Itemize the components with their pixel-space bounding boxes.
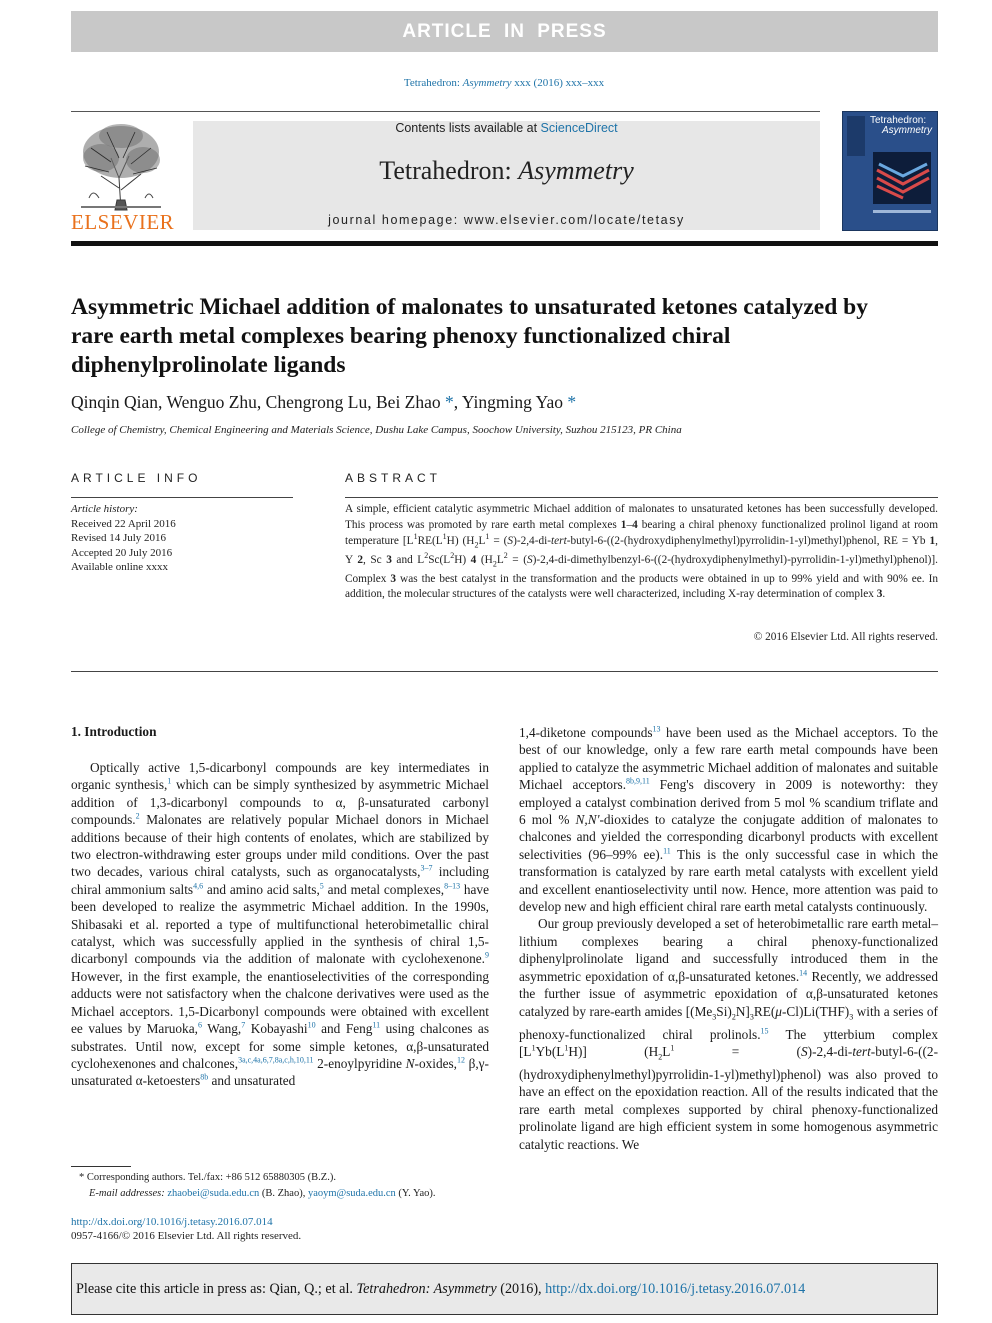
journal-cover-thumbnail[interactable] xyxy=(842,111,938,231)
article-in-press-banner: ARTICLE IN PRESS xyxy=(71,11,938,52)
abstract-heading: ABSTRACT xyxy=(345,471,442,485)
article-title: Asymmetric Michael addition of malonates to unsaturated ketones catalyzed by rare earth metal complexes bearing phenoxy functionalized chiral diphenylprolinolate ligands xyxy=(71,294,868,378)
doi-link[interactable]: http://dx.doi.org/10.1016/j.tetasy.2016.07.014 xyxy=(71,1216,273,1228)
author-sep: , xyxy=(158,392,167,412)
cover-title-line1: Tetrahedron: xyxy=(870,115,927,126)
footnote-star-icon: * xyxy=(79,1172,85,1183)
cite-year: (2016), xyxy=(496,1281,546,1297)
journal-homepage[interactable]: journal homepage: www.elsevier.com/locate/tetasy xyxy=(328,213,685,227)
cover-title-line2: Asymmetry xyxy=(882,125,932,136)
header-thick-rule xyxy=(71,241,938,246)
author-name[interactable]: Qinqin Qian xyxy=(71,392,159,412)
email-owner: (Y. Yao). xyxy=(395,1188,436,1199)
cite-journal: Tetrahedron: Asymmetry xyxy=(356,1281,497,1297)
revised-date: Revised 14 July 2016 xyxy=(71,532,167,544)
author-name[interactable]: Yingming Yao xyxy=(461,392,564,412)
email-label: E-mail addresses: xyxy=(89,1188,168,1199)
corresponding-note: Corresponding authors. Tel./fax: +86 512 65880305 (B.Z.). xyxy=(86,1172,336,1183)
author-name[interactable]: Wenguo Zhu xyxy=(166,392,257,412)
intro-column-right: 1,4-diketone compounds$^{13}$ have been used as the Michael acceptors. To the best of our knowledge, only a few rare earth metal compounds have been applied to catalyze the asymmetric Michael addition of malonates and suitable Michael acceptors.$^{8b,9,11}$ Feng's discovery in 2009 is noteworthy: they employed a catalyst combination derived from 5 mol % scandium triflate and 6 mol % N,N'-dioxides to catalyze the conjugate addition of malonates to chalcones and yielded the corresponding dicarbonyl products with excellent selectivities (96–99% ee).$^{11}$ This is the only successful case in which the transformation is catalyzed by rare earth metal catalysts with excellent yield and excellent enantioselectivity until now. Hence, more attention was paid to develop new and high efficient chiral rare earth metal catalysts continuously. Our group previously developed a set of heterobimetallic rare earth metal–lithium complexes bearing a chiral phenoxy-functionalized diphenylprolinolate ligand and successfully introduced them in the asymmetric epoxidation of α,β-unsaturated ketones.$^{14}$ Recently, we addressed the further issue of asymmetric epoxidation of α,β-unsaturated ketones catalyzed by rare-earth amides $[(Me_3Si)_2N]_3RE(\mu-Cl)Li(THF)_3$ with a series of phenoxy-functionalized chiral prolinols.$^{15}$ The ytterbium complex $[L^1Yb(L^1H)] (H_2L^1$ = (S)-2,4-di-tert-butyl-6-((2-(hydroxydiphenylmethyl)pyrrolidin-1-yl)methyl)phenol) was also proved to have an effect on the epoxidation reaction. All of the results indicated that the rare earth metal complexes supported by chiral phenoxy-functionalized prolinolate ligand are high efficient system in some homogenous asymmetric catalytic reactions. We xyxy=(519,724,938,1152)
cite-prefix: Please cite this article in press as: Qian, Q.; et al. xyxy=(76,1281,357,1297)
author-name[interactable]: Chengrong Lu xyxy=(265,392,368,412)
history-label: Article history: xyxy=(71,503,138,515)
accepted-date: Accepted 20 July 2016 xyxy=(71,546,173,559)
sciencedirect-link[interactable]: ScienceDirect xyxy=(540,121,618,135)
footnote-rule xyxy=(71,1166,131,1167)
article-info-rule xyxy=(71,497,293,498)
received-date: Received 22 April 2016 xyxy=(71,517,176,530)
cite-doi-link[interactable]: http://dx.doi.org/10.1016/j.tetasy.2016.07.014 xyxy=(545,1281,806,1297)
journal-ref-italic: Asymmetry xyxy=(462,77,512,89)
intro-column-left: Optically active 1,5-dicarbonyl compounds are key intermediates in organic synthesis,$^1$ which can be simply synthesized by asymmetric Michael addition of 1,3-dicarbonyl compounds to α, β-unsaturated carbonyl compounds.$^2$ Malonates are relatively popular Michael donors in Michael additions because of their high contents of enolates, which are stabilized by two electron-withdrawing ester groups under mild conditions. Over the past two decades, various chiral catalysts, such as organocatalysts,$^{3-7}$ including chiral ammonium salts$^{4,6}$ and amino acid salts,$^5$ and metal complexes,$^{8-13}$ have been developed to realize the asymmetric Michael addition. In the 1990s, Shibasaki et al. reported a type of multifunctional heterobimetallic chiral catalyst, which was successfully applied in the synthesis of chiral 1,5-dicarbonyl compounds via the addition of malonate with cyclohexenone.$^9$ However, in the first example, the enantioselectivities of the corresponding adducts were not satisfactory when the chalcone derivatives were used as the Michael acceptors. 1,5-Dicarbonyl compounds were obtained with excellent ee values by Maruoka,$^6$ Wang,$^7$ Kobayashi$^{10}$ and Feng$^{11}$ using chalcones as substrates. Until now, except for some simple ketones, α,β-unsaturated cyclohexenones and chalcones,$^{3a,c,4a,6,7,8a,c,h,10,11}$ 2-enoylpyridine N-oxides,$^{12}$ β,γ-unsaturated α-ketoesters$^{8b}$ and unsaturated xyxy=(71,760,489,1089)
abstract-rule xyxy=(345,497,938,498)
cover-art-icon xyxy=(843,112,938,231)
online-date: Available online xxxx xyxy=(71,561,168,573)
journal-ref-volume: xxx (2016) xxx–xxx xyxy=(511,77,605,89)
author-sep: , xyxy=(256,392,266,412)
contents-line xyxy=(193,121,820,135)
corresponding-author-star-icon[interactable]: * xyxy=(445,392,454,412)
contents-prefix: Contents lists available at xyxy=(395,121,541,135)
citation-box xyxy=(71,1263,938,1315)
journal-name xyxy=(193,156,820,186)
email-owner: (B. Zhao), xyxy=(259,1188,308,1199)
email-link-zhao[interactable]: zhaobei@suda.edu.cn xyxy=(167,1188,260,1199)
author-list xyxy=(71,392,576,413)
elsevier-wordmark: ELSEVIER xyxy=(71,210,175,234)
article-info-heading: ARTICLE INFO xyxy=(71,471,202,485)
journal-name-plain: Tetrahedron: xyxy=(379,156,519,185)
journal-ref-name: Tetrahedron: xyxy=(403,77,463,89)
footnotes xyxy=(71,1170,491,1202)
introduction-heading: 1. Introduction xyxy=(71,724,157,739)
corresponding-author-star-icon[interactable]: * xyxy=(567,392,577,412)
issn-line: 0957-4166/© 2016 Elsevier Ltd. All rights reserved. xyxy=(71,1230,302,1242)
journal-reference[interactable] xyxy=(0,77,992,89)
journal-name-italic: Asymmetry xyxy=(518,156,634,185)
article-history xyxy=(71,502,176,575)
email-link-yao[interactable]: yaoym@suda.edu.cn xyxy=(307,1188,396,1199)
header-top-rule xyxy=(71,111,820,112)
affiliation: College of Chemistry, Chemical Engineering and Materials Science, Dushu Lake Campus, Soochow University, Suzhou 215123, PR China xyxy=(71,424,682,436)
author-sep: , xyxy=(453,392,462,412)
journal-header-box xyxy=(193,121,820,230)
author-sep: , xyxy=(367,392,376,412)
author-name[interactable]: Bei Zhao xyxy=(376,392,441,412)
abstract-body: A simple, efficient catalytic asymmetric Michael addition of malonates to unsaturated ketones has been successfully developed. This process was promoted by rare earth metal complexes 1–4 bearing a chiral phenoxy functionalized prolinol ligand at room temperature [$L^1RE(L^1H) (H_2L^1$ = (S)-2,4-di-tert-butyl-6-((2-(hydroxydiphenylmethyl)pyrrolidin-1-yl)methyl)phenol, RE = Yb 1, Y 2, Sc 3 and $L^2Sc(L^2H)$ 4 ($H_2L^2$ = (S)-2,4-di-dimethylbenzyl-6-((2-(hydroxydiphenylmethyl)-pyrrolidin-1-yl)methyl)phenol)]. Complex 3 was the best catalyst in the transformation and the products were obtained in up to 99% yield and with 90% ee. In addition, the molecular structures of the catalysts were well characterized, including X-ray determination of complex 3. xyxy=(345,503,939,601)
abstract-bottom-rule xyxy=(71,671,938,672)
abstract-copyright: © 2016 Elsevier Ltd. All rights reserved. xyxy=(753,631,938,643)
